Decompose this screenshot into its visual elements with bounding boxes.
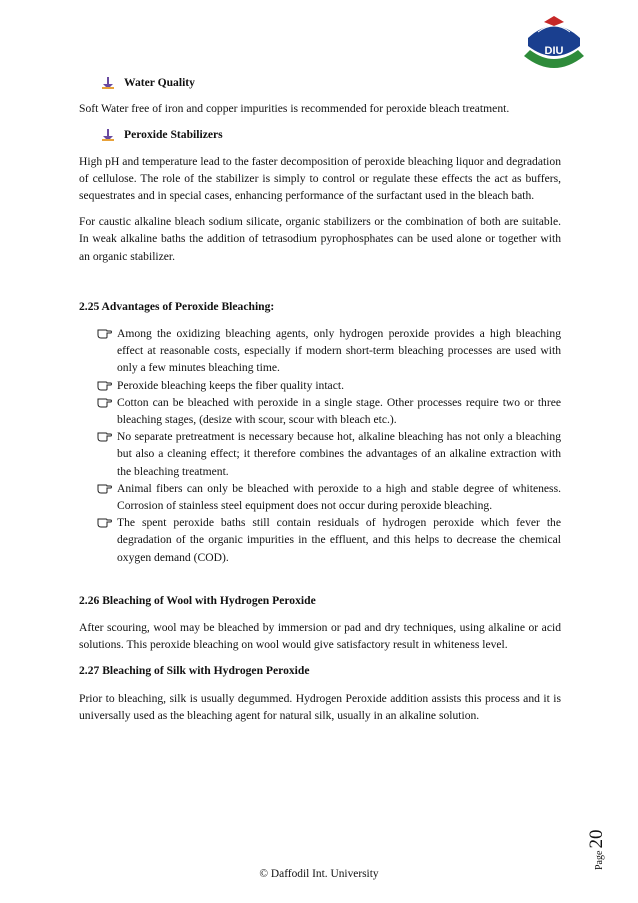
list-item [79,428,561,480]
water-quality-text: Soft Water free of iron and copper impurities is recommended for peroxide bleach treatment. [79,102,510,116]
silk-heading: 2.27 Bleaching of Silk with Hydrogen Peroxide [79,664,310,678]
advantage-text: No separate pretreatment is necessary because hot, alkaline bleaching has not only a bleaching but also a cleaning effect; it therefore combines the advantages of an alkaline extraction with the bleaching treatment. [117,430,561,478]
stabilizers-paragraph-2: For caustic alkaline bleach sodium silicate, organic stabilizers or the combination of both are suitable. In weak alkaline baths the addition of tetrasodium pyrophosphates can be used alone or together with an organic stabilizer. [79,215,561,263]
stabilizers-paragraph-1: High pH and temperature lead to the faster decomposition of peroxide bleaching liquor and degradation of cellulose. The role of the stabilizer is simply to control or regulate these effects the act as buffers, sequestrates and in special cases, enhancing performance of the surfactant used in the bleach bath. [79,154,561,203]
list-item [79,394,561,428]
university-logo [520,10,588,76]
advantages-heading: 2.25 Advantages of Peroxide Bleaching: [79,299,275,313]
peroxide-stabilizers-title: Peroxide Stabilizers [124,128,223,142]
subheading-water-quality [101,74,561,91]
advantages-list [79,325,561,566]
advantage-text: Peroxide bleaching keeps the fiber quality intact. [117,378,344,392]
water-quality-title: Water Quality [124,76,195,89]
page-content [79,74,561,733]
footer-copyright: © Daffodil Int. University [259,868,379,880]
pointing-hand-icon [97,326,112,339]
pointing-hand-icon [97,481,112,494]
page-number [588,800,614,870]
page-number-value: 20 [586,829,607,849]
pointing-hand-icon [97,395,112,408]
advantage-text: Animal fibers can only be bleached with peroxide to a high and stable degree of whiteness. Corrosion of stainless steel equipment does not occur during peroxide bleaching. [117,481,561,513]
pointing-hand-icon [97,378,112,391]
pointing-hand-icon [97,429,112,442]
advantage-text: The spent peroxide baths still contain residuals of hydrogen peroxide which fever the degradation of the organic impurities in the effluent, and this helps to decrease the chemical oxygen demand (COD). [117,516,561,564]
arrow-bullet-icon [101,128,115,142]
list-item [79,480,561,514]
subheading-peroxide-stabilizers [101,126,561,143]
page-label: Page [594,850,605,870]
wool-heading: 2.26 Bleaching of Wool with Hydrogen Peroxide [79,593,316,607]
advantage-text: Among the oxidizing bleaching agents, only hydrogen peroxide provides a high bleaching effect at reasonable costs, especially if modern short-term bleaching processes are used with only a few minutes bleaching time. [117,327,561,375]
list-item [79,377,561,394]
list-item [79,325,561,377]
logo-text: DIU [544,45,564,57]
arrow-bullet-icon [101,76,115,90]
silk-text: Prior to bleaching, silk is usually degummed. Hydrogen Peroxide addition assists this process and it is universally used as the bleaching agent for natural silk, usually in an alkaline solution. [79,691,561,722]
list-item [79,514,561,566]
wool-text: After scouring, wool may be bleached by immersion or pad and dry techniques, using alkaline or acid solutions. This peroxide bleaching on wool would give satisfactory result in whiteness level. [79,621,561,652]
advantage-text: Cotton can be bleached with peroxide in a single stage. Other processes require two or three bleaching stages, (desize with scour, scour with bleach etc.). [117,395,561,427]
pointing-hand-icon [97,515,112,528]
